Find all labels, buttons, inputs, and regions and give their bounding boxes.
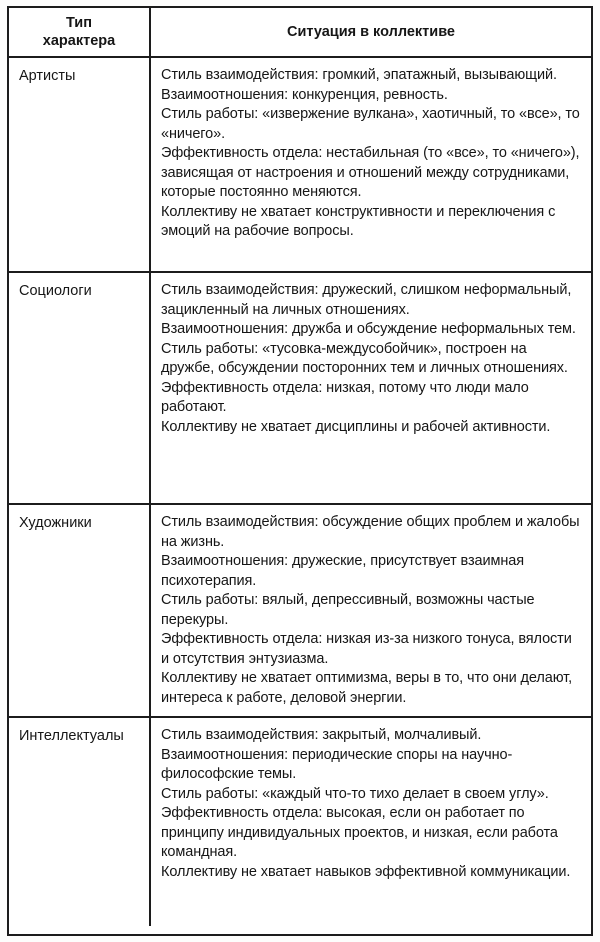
cell-paragraph: Коллективу не хватает навыков эффективной коммуникации. — [161, 863, 571, 880]
cell-paragraph: Эффективность отдела: нестабильная (то «все», то «ничего»), зависящая от настроения и отношений между сотрудниками, которые постоянно меняются. — [161, 145, 580, 200]
cell-paragraph: Взаимоотношения: конкуренция, ревность. — [161, 86, 448, 103]
table-header-row — [9, 8, 591, 58]
cell-paragraph: Взаимоотношения: дружеские, присутствует взаимная психотерапия. — [161, 553, 524, 589]
cell-paragraph: Стиль взаимодействия: дружеский, слишком неформальный, зацикленный на личных отношениях. — [161, 282, 572, 318]
type-cell-sociologists: Социологи — [9, 273, 151, 503]
table-row-intellectuals — [9, 718, 591, 926]
type-cell-artists: Артисты — [9, 58, 151, 271]
cell-paragraph: Стиль взаимодействия: обсуждение общих проблем и жалобы на жизнь. — [161, 514, 580, 550]
cell-paragraph: Стиль работы: «извержение вулкана», хаотичный, то «все», то «ничего». — [161, 106, 580, 142]
situation-cell-sociologists — [151, 273, 591, 503]
type-cell-painters: Художники — [9, 505, 151, 716]
character-types-table — [7, 6, 593, 936]
cell-paragraph: Эффективность отдела: низкая, потому что люди мало работают. — [161, 379, 529, 415]
cell-paragraph: Эффективность отдела: высокая, если он работает по принципу индивидуальных проектов, и низкая, если работа командная. — [161, 805, 558, 860]
column-header-character-type-label: Тип характера — [42, 15, 116, 49]
situation-cell-painters — [151, 505, 591, 716]
cell-paragraph: Стиль работы: «тусовка-междусобойчик», построен на дружбе, обсуждении посторонних тем и личных отношениях. — [161, 340, 568, 376]
table-row-sociologists — [9, 273, 591, 505]
cell-paragraph: Коллективу не хватает дисциплины и рабочей активности. — [161, 418, 551, 435]
cell-paragraph: Стиль взаимодействия: закрытый, молчаливый. — [161, 727, 482, 743]
cell-paragraph: Стиль работы: вялый, депрессивный, возможны частые перекуры. — [161, 592, 535, 628]
column-header-team-situation-label: Ситуация в коллективе — [287, 24, 455, 40]
cell-paragraph: Взаимоотношения: периодические споры на научно-философские темы. — [161, 746, 513, 782]
situation-cell-intellectuals — [151, 718, 591, 926]
cell-paragraph: Эффективность отдела: низкая из-за низкого тонуса, вялости и отсутствия энтузиазма. — [161, 631, 572, 667]
type-cell-intellectuals: Интеллектуалы — [9, 718, 151, 926]
cell-paragraph: Стиль работы: «каждый что-то тихо делает в своем углу». — [161, 785, 549, 802]
cell-paragraph: Коллективу не хватает конструктивности и переключения с эмоций на рабочие вопросы. — [161, 203, 556, 239]
column-header-character-type — [9, 8, 151, 56]
column-header-team-situation — [151, 8, 591, 56]
table-row-painters — [9, 505, 591, 718]
table-row-artists — [9, 58, 591, 273]
cell-paragraph: Стиль взаимодействия: громкий, эпатажный, вызывающий. — [161, 67, 557, 83]
cell-paragraph: Взаимоотношения: дружба и обсуждение неформальных тем. — [161, 321, 576, 337]
situation-cell-artists — [151, 58, 591, 271]
cell-paragraph: Коллективу не хватает оптимизма, веры в то, что они делают, интереса к работе, деловой энергии. — [161, 670, 573, 706]
